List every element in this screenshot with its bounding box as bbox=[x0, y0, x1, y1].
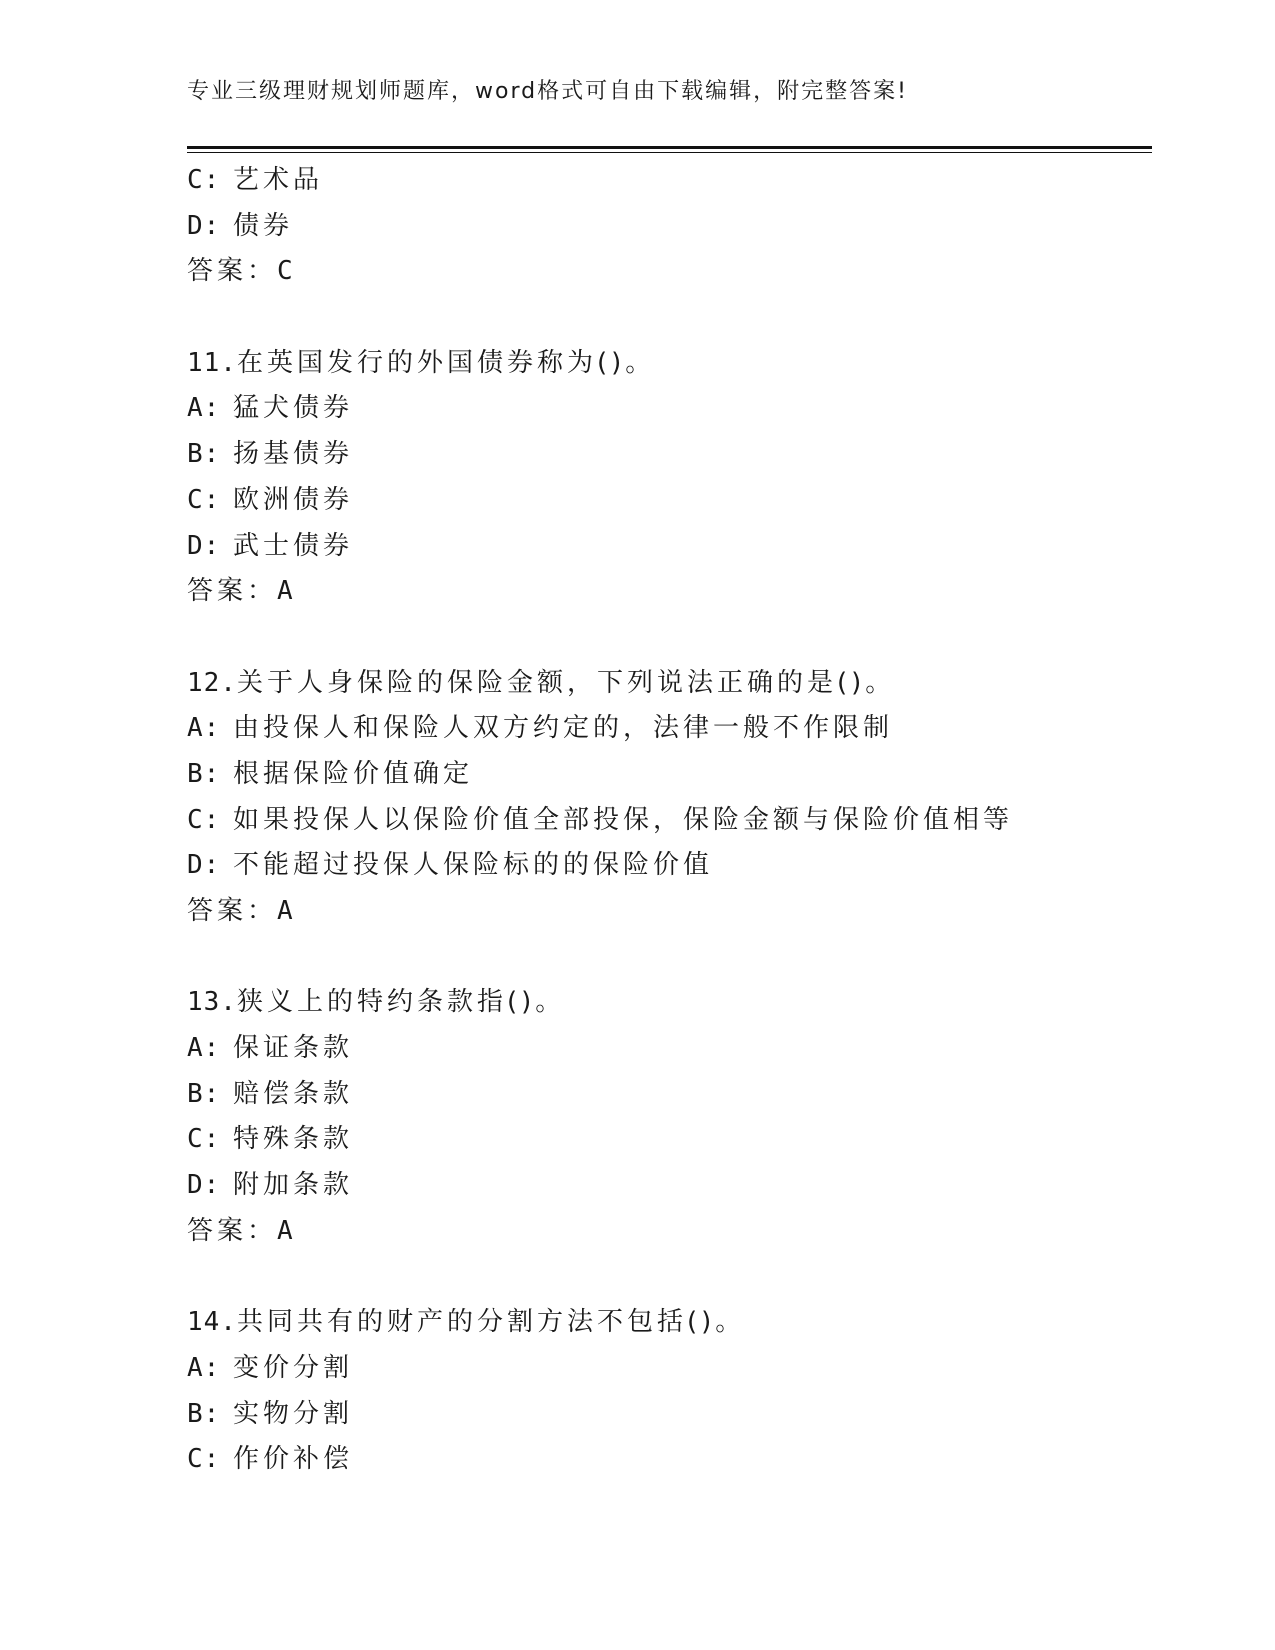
option-letter: B: bbox=[187, 1078, 221, 1109]
option-letter: A: bbox=[187, 1033, 221, 1064]
question-stem bbox=[187, 661, 1152, 707]
option-text: 武士债券 bbox=[233, 530, 354, 561]
question-text: 共同共有的财产的分割方法不包括()。 bbox=[236, 1307, 746, 1338]
option-letter: C: bbox=[187, 484, 221, 515]
answer-value: C bbox=[277, 256, 297, 287]
option-c bbox=[187, 798, 1152, 844]
answer-label: 答案： bbox=[187, 576, 278, 607]
option-text: 艺术品 bbox=[233, 165, 324, 195]
option-text: 由投保人和保险人双方约定的，法律一般不作限制 bbox=[233, 713, 894, 744]
answer-value: A bbox=[277, 1215, 297, 1246]
question-stem bbox=[187, 1300, 1152, 1346]
question-12 bbox=[187, 661, 1152, 935]
answer-line bbox=[187, 569, 1152, 615]
option-text: 如果投保人以保险价值全部投保，保险金额与保险价值相等 bbox=[233, 804, 1014, 835]
question-number: 14. bbox=[187, 1307, 237, 1338]
option-d bbox=[187, 204, 1152, 250]
option-text: 实物分割 bbox=[233, 1398, 354, 1429]
option-text: 赔偿条款 bbox=[233, 1078, 354, 1109]
option-a bbox=[187, 1026, 1152, 1072]
question-list bbox=[187, 158, 1152, 1483]
option-text: 债券 bbox=[233, 210, 294, 241]
option-text: 扬基债券 bbox=[233, 439, 354, 470]
answer-label: 答案： bbox=[187, 256, 278, 287]
question-number: 13. bbox=[187, 987, 237, 1018]
page-header: 专业三级理财规划师题库，word格式可自由下载编辑，附完整答案! bbox=[187, 79, 908, 104]
option-text: 特殊条款 bbox=[233, 1124, 354, 1155]
option-text: 附加条款 bbox=[233, 1170, 354, 1201]
option-letter: A: bbox=[187, 393, 221, 424]
option-letter: C: bbox=[187, 804, 221, 835]
option-a bbox=[187, 386, 1152, 432]
option-letter: B: bbox=[187, 758, 221, 789]
answer-line bbox=[187, 249, 1152, 295]
option-text: 根据保险价值确定 bbox=[233, 758, 474, 789]
option-b bbox=[187, 752, 1152, 798]
option-d bbox=[187, 843, 1152, 889]
option-text: 不能超过投保人保险标的的保险价值 bbox=[233, 850, 714, 881]
option-text: 猛犬债券 bbox=[233, 393, 354, 424]
option-letter: C: bbox=[187, 1444, 221, 1475]
option-text: 保证条款 bbox=[233, 1033, 354, 1064]
header-divider-thick bbox=[187, 146, 1152, 149]
option-letter: D: bbox=[187, 1170, 221, 1201]
option-letter: A: bbox=[187, 713, 221, 744]
option-a bbox=[187, 706, 1152, 752]
answer-label: 答案： bbox=[187, 896, 278, 926]
option-a bbox=[187, 1346, 1152, 1392]
option-b bbox=[187, 432, 1152, 478]
option-c bbox=[187, 158, 1152, 204]
option-c bbox=[187, 478, 1152, 524]
answer-value: A bbox=[277, 896, 297, 926]
question-14 bbox=[187, 1300, 1152, 1483]
option-c bbox=[187, 1117, 1152, 1163]
option-letter: B: bbox=[187, 439, 221, 470]
option-letter: A: bbox=[187, 1352, 221, 1383]
option-b bbox=[187, 1072, 1152, 1118]
option-letter: C: bbox=[187, 1124, 221, 1155]
question-stem bbox=[187, 341, 1152, 387]
question-text: 狭义上的特约条款指()。 bbox=[236, 987, 566, 1018]
option-letter: D: bbox=[187, 530, 221, 561]
option-b bbox=[187, 1392, 1152, 1438]
question-11 bbox=[187, 341, 1152, 615]
answer-value: A bbox=[277, 576, 297, 607]
question-number: 12. bbox=[187, 667, 237, 698]
answer-line bbox=[187, 1209, 1152, 1255]
question-text: 在英国发行的外国债券称为()。 bbox=[236, 347, 656, 378]
option-letter: B: bbox=[187, 1398, 221, 1429]
answer-label: 答案： bbox=[187, 1215, 278, 1246]
option-letter: D: bbox=[187, 210, 221, 241]
question-text: 关于人身保险的保险金额，下列说法正确的是()。 bbox=[236, 667, 896, 698]
option-letter: C: bbox=[187, 165, 221, 195]
question-13 bbox=[187, 980, 1152, 1254]
answer-line bbox=[187, 889, 1152, 935]
option-letter: D: bbox=[187, 850, 221, 881]
question-10-tail bbox=[187, 158, 1152, 295]
option-d bbox=[187, 1163, 1152, 1209]
question-number: 11. bbox=[187, 347, 237, 378]
option-d bbox=[187, 524, 1152, 570]
question-stem bbox=[187, 980, 1152, 1026]
option-text: 变价分割 bbox=[233, 1352, 354, 1383]
header-divider-thin bbox=[187, 152, 1152, 153]
option-text: 欧洲债券 bbox=[233, 484, 354, 515]
option-text: 作价补偿 bbox=[233, 1444, 354, 1475]
option-c bbox=[187, 1437, 1152, 1483]
